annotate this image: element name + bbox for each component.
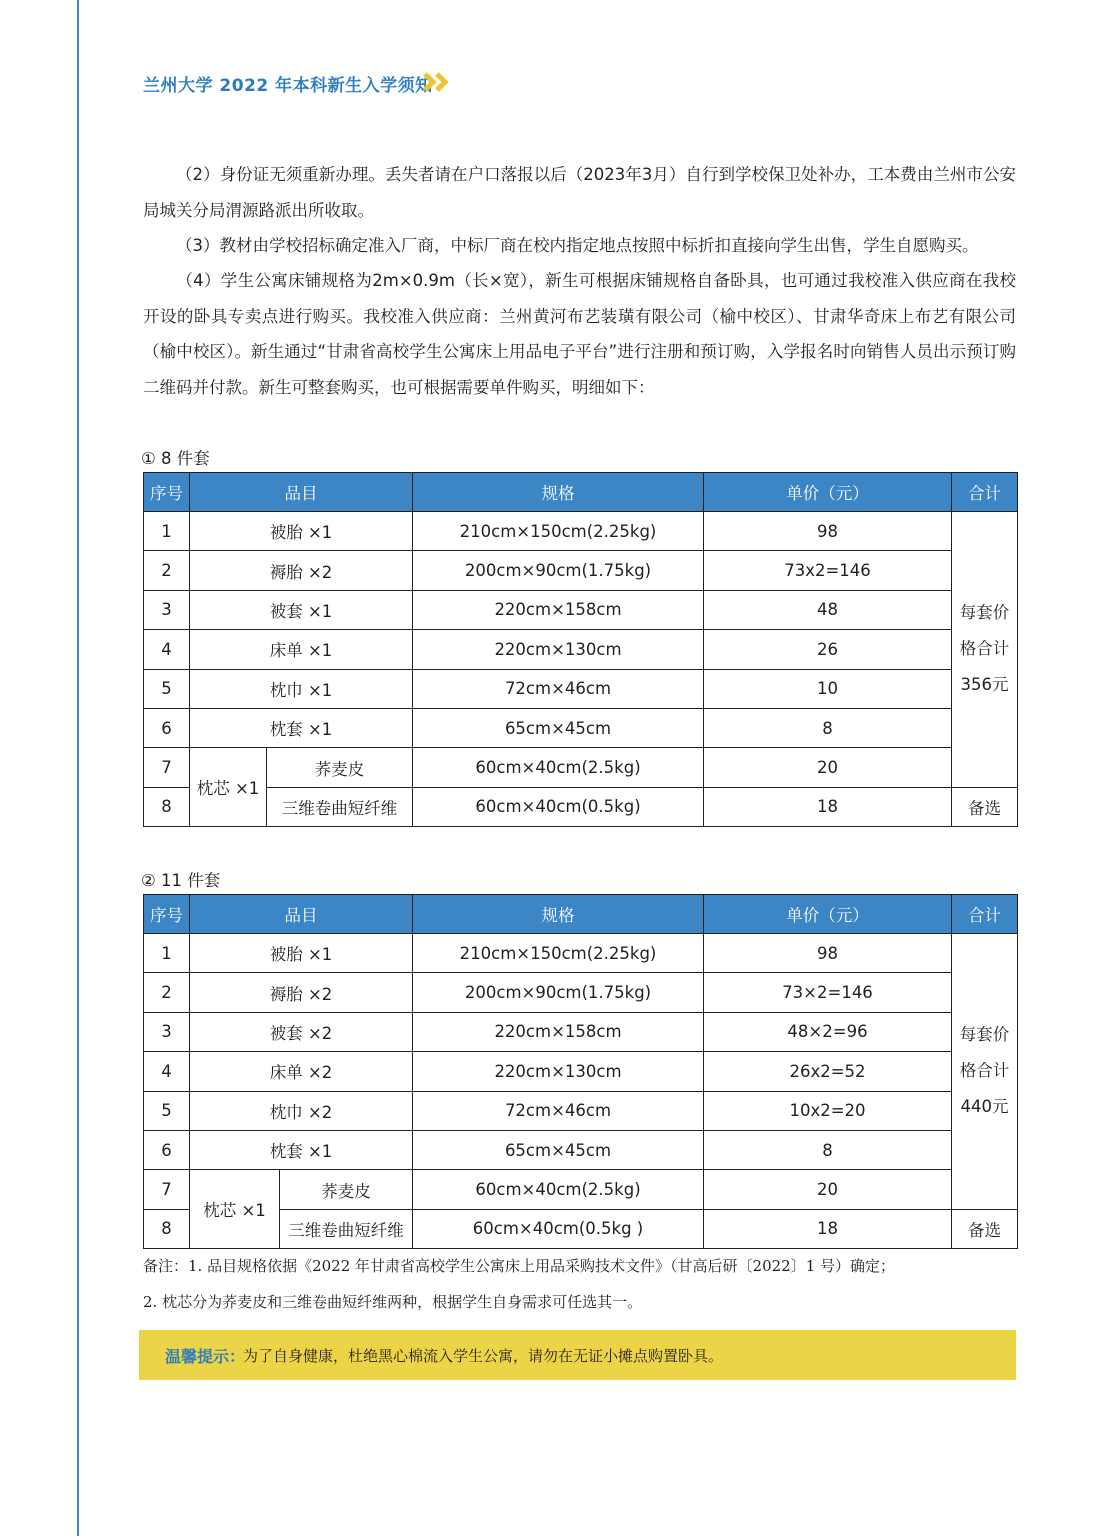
row-spec: 220cm×130cm bbox=[413, 1052, 704, 1091]
row-spec: 220cm×130cm bbox=[413, 630, 704, 669]
row-no: 4 bbox=[144, 1052, 190, 1091]
table-row bbox=[144, 1170, 1018, 1209]
row-spec: 60cm×40cm(2.5kg) bbox=[413, 748, 704, 787]
row-spec: 65cm×45cm bbox=[413, 1130, 704, 1169]
header-item: 品目 bbox=[190, 895, 413, 934]
row-subitem: 三维卷曲短纤维 bbox=[280, 1209, 413, 1248]
row-spec: 210cm×150cm(2.25kg) bbox=[413, 512, 704, 551]
row-spec: 60cm×40cm(0.5kg ) bbox=[413, 1209, 704, 1248]
row-subitem: 荞麦皮 bbox=[267, 748, 413, 787]
row-item: 被套 ×1 bbox=[190, 590, 413, 629]
table-row bbox=[144, 1012, 1018, 1051]
row-price: 18 bbox=[704, 787, 952, 826]
row-item: 褥胎 ×2 bbox=[190, 973, 413, 1012]
row-item: 枕套 ×1 bbox=[190, 708, 413, 747]
table-row bbox=[144, 630, 1018, 669]
pillow-group-label: 枕芯 ×1 bbox=[190, 748, 267, 827]
row-no: 3 bbox=[144, 1012, 190, 1051]
set8-title: ① 8 件套 bbox=[141, 449, 210, 468]
row-spec: 60cm×40cm(0.5kg) bbox=[413, 787, 704, 826]
table-row bbox=[144, 1091, 1018, 1130]
pillow-group-label: 枕芯 ×1 bbox=[190, 1170, 280, 1249]
row-price: 26 bbox=[704, 630, 952, 669]
row-price: 8 bbox=[704, 1130, 952, 1169]
row-spec: 220cm×158cm bbox=[413, 590, 704, 629]
row-price: 98 bbox=[704, 934, 952, 973]
table-header-row bbox=[144, 473, 1018, 512]
row-no: 7 bbox=[144, 748, 190, 787]
page-margin-line bbox=[77, 0, 79, 1536]
row-price: 73x2=146 bbox=[704, 551, 952, 590]
row-no: 7 bbox=[144, 1170, 190, 1209]
table-row bbox=[144, 934, 1018, 973]
row-price: 98 bbox=[704, 512, 952, 551]
row-spec: 60cm×40cm(2.5kg) bbox=[413, 1170, 704, 1209]
row-no: 2 bbox=[144, 973, 190, 1012]
row-no: 5 bbox=[144, 1091, 190, 1130]
table-row bbox=[144, 973, 1018, 1012]
header-spec: 规格 bbox=[413, 895, 704, 934]
set11-table bbox=[143, 894, 1018, 1249]
header-total: 合计 bbox=[952, 473, 1018, 512]
row-no: 3 bbox=[144, 590, 190, 629]
tip-text: 为了自身健康，杜绝黑心棉流入学生公寓，请勿在无证小摊点购置卧具。 bbox=[243, 1347, 724, 1365]
row-spec: 72cm×46cm bbox=[413, 669, 704, 708]
double-chevron-right-icon bbox=[422, 70, 452, 94]
set8-table bbox=[143, 472, 1018, 827]
table-row bbox=[144, 512, 1018, 551]
note-1: 备注：1. 品目规格依据《2022 年甘肃省高校学生公寓床上用品采购技术文件》（甘高后研〔2022〕1 号）确定； bbox=[143, 1257, 896, 1275]
table-row bbox=[144, 748, 1018, 787]
row-item: 褥胎 ×2 bbox=[190, 551, 413, 590]
row-price: 10 bbox=[704, 669, 952, 708]
row-price: 26x2=52 bbox=[704, 1052, 952, 1091]
row-spec: 200cm×90cm(1.75kg) bbox=[413, 551, 704, 590]
header-no: 序号 bbox=[144, 895, 190, 934]
header-price: 单价（元） bbox=[704, 473, 952, 512]
tip-label: 温馨提示： bbox=[165, 1347, 246, 1366]
row-no: 6 bbox=[144, 1130, 190, 1169]
note-2: 2. 枕芯分为荞麦皮和三维卷曲短纤维两种，根据学生自身需求可任选其一。 bbox=[143, 1293, 643, 1311]
set11-title: ② 11 件套 bbox=[141, 871, 221, 890]
row-price: 20 bbox=[704, 748, 952, 787]
row-no: 5 bbox=[144, 669, 190, 708]
row-item: 被胎 ×1 bbox=[190, 512, 413, 551]
paragraph-bedding: （4）学生公寓床铺规格为2m×0.9m（长×宽），新生可根据床铺规格自备卧具，也可通过我校准入供应商在我校开设的卧具专卖点进行购买。我校准入供应商：兰州黄河布艺装璜有限公司（榆中校区）、甘肃华奇床上布艺有限公司（榆中校区）。新生通过“甘肃省高校学生公寓床上用品电子平台”进行注册和预订购，入学报名时向销售人员出示预订购二维码并付款。新生可整套购买，也可根据需要单件购买，明细如下： bbox=[143, 271, 1016, 397]
row-price: 20 bbox=[704, 1170, 952, 1209]
table-row bbox=[144, 708, 1018, 747]
row-no: 4 bbox=[144, 630, 190, 669]
row-spec: 220cm×158cm bbox=[413, 1012, 704, 1051]
table-row bbox=[144, 787, 1018, 826]
row-spec: 65cm×45cm bbox=[413, 708, 704, 747]
set-total: 每套价 格合计 440元 bbox=[952, 934, 1018, 1210]
table-row bbox=[144, 1130, 1018, 1169]
row-price: 18 bbox=[704, 1209, 952, 1248]
header-item: 品目 bbox=[190, 473, 413, 512]
paragraph-textbooks: （3）教材由学校招标确定准入厂商，中标厂商在校内指定地点按照中标折扣直接向学生出售，学生自愿购买。 bbox=[176, 236, 979, 255]
row-item: 被胎 ×1 bbox=[190, 934, 413, 973]
row-no: 8 bbox=[144, 787, 190, 826]
row-item: 床单 ×2 bbox=[190, 1052, 413, 1091]
row-subitem: 荞麦皮 bbox=[280, 1170, 413, 1209]
header-price: 单价（元） bbox=[704, 895, 952, 934]
row-spec: 210cm×150cm(2.25kg) bbox=[413, 934, 704, 973]
row-price: 73×2=146 bbox=[704, 973, 952, 1012]
row-subitem: 三维卷曲短纤维 bbox=[267, 787, 413, 826]
row-no: 1 bbox=[144, 934, 190, 973]
header-spec: 规格 bbox=[413, 473, 704, 512]
row-price: 10x2=20 bbox=[704, 1091, 952, 1130]
header-title: 兰州大学 2022 年本科新生入学须知 bbox=[143, 76, 433, 96]
row-item: 枕巾 ×1 bbox=[190, 669, 413, 708]
table-row bbox=[144, 669, 1018, 708]
row-item: 枕巾 ×2 bbox=[190, 1091, 413, 1130]
table-row bbox=[144, 1052, 1018, 1091]
row-no: 1 bbox=[144, 512, 190, 551]
table-row bbox=[144, 551, 1018, 590]
row-item: 被套 ×2 bbox=[190, 1012, 413, 1051]
row-spec: 200cm×90cm(1.75kg) bbox=[413, 973, 704, 1012]
tip-box bbox=[139, 1330, 1016, 1380]
set-total: 每套价 格合计 356元 bbox=[952, 512, 1018, 788]
row-no: 8 bbox=[144, 1209, 190, 1248]
row-price: 48×2=96 bbox=[704, 1012, 952, 1051]
table-row bbox=[144, 590, 1018, 629]
row-no: 2 bbox=[144, 551, 190, 590]
header-no: 序号 bbox=[144, 473, 190, 512]
row-item: 床单 ×1 bbox=[190, 630, 413, 669]
row-item: 枕套 ×1 bbox=[190, 1130, 413, 1169]
optional-label: 备选 bbox=[952, 1209, 1018, 1248]
row-price: 48 bbox=[704, 590, 952, 629]
paragraph-id-card: （2）身份证无须重新办理。丢失者请在户口落报以后（2023年3月）自行到学校保卫处补办，工本费由兰州市公安局城关分局渭源路派出所收取。 bbox=[143, 165, 1016, 220]
row-price: 8 bbox=[704, 708, 952, 747]
row-no: 6 bbox=[144, 708, 190, 747]
table-header-row bbox=[144, 895, 1018, 934]
header-total: 合计 bbox=[952, 895, 1018, 934]
optional-label: 备选 bbox=[952, 787, 1018, 826]
row-spec: 72cm×46cm bbox=[413, 1091, 704, 1130]
